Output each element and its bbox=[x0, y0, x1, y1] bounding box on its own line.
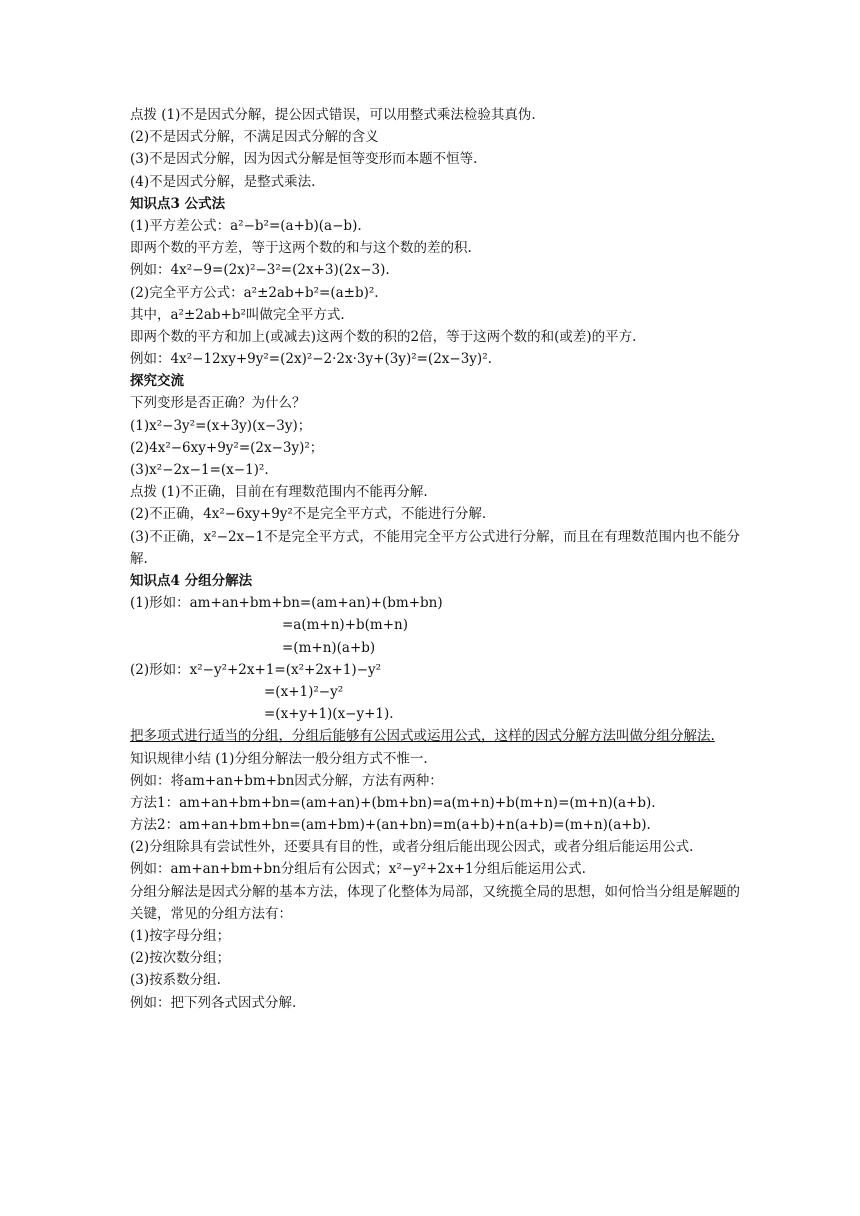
final-example: 例如：把下列各式因式分解. bbox=[130, 994, 297, 1011]
explore-hint-3: (3)不正确，x²−2x−1不是完全平方式，不能用完全平方公式进行分解，而且在有理数范围内也不能分解. bbox=[130, 528, 740, 567]
explore-hint-2: (2)不正确，4x²−6xy+9y²不是完全平方式，不能进行分解. bbox=[130, 506, 487, 523]
difference-of-squares: (1)平方差公式：a²−b²=(a+b)(a−b). bbox=[130, 217, 362, 234]
hint-2: (2)不是因式分解，不满足因式分解的含义 bbox=[130, 129, 379, 146]
method-2: 方法2：am+an+bm+bn=(am+bm)+(an+bn)=m(a+b)+n(a+b)=(m+n)(a+b). bbox=[130, 817, 651, 834]
section-heading-4: 知识点4 分组分解法 bbox=[130, 572, 253, 589]
method-by-coefficient: (3)按系数分组. bbox=[130, 972, 221, 989]
example-1: 例如：4x²−9=(2x)²−3²=(2x+3)(2x−3). bbox=[130, 262, 390, 279]
grouping-form-2-step-3: =(x+y+1)(x−y+1). bbox=[264, 706, 394, 723]
perfect-square-note: 其中，a²±2ab+b²叫做完全平方式. bbox=[130, 306, 345, 323]
grouping-definition: 把多项式进行适当的分组，分组后能够有公因式或运用公式，这样的因式分解方法叫做分组分解法. bbox=[130, 728, 715, 745]
summary-example-2: 例如：am+an+bm+bn分组后有公因式；x²−y²+2x+1分组后能运用公式. bbox=[130, 861, 586, 878]
hint-3: (3)不是因式分解，因为因式分解是恒等变形而本题不恒等. bbox=[130, 151, 478, 168]
section-heading-3: 知识点3 公式法 bbox=[130, 195, 226, 212]
grouping-form-2-step-2: =(x+1)²−y² bbox=[264, 683, 344, 700]
explore-item-1: (1)x²−3y²=(x+3y)(x−3y)； bbox=[130, 417, 312, 434]
explore-item-3: (3)x²−2x−1=(x−1)². bbox=[130, 462, 269, 479]
difference-of-squares-desc: 即两个数的平方差，等于这两个数的和与这个数的差的积. bbox=[130, 240, 472, 257]
grouping-paragraph: 分组分解法是因式分解的基本方法，体现了化整体为局部，又统揽全局的思想，如何恰当分组是解题的关键，常见的分组方法有： bbox=[130, 883, 740, 922]
hint-4: (4)不是因式分解，是整式乘法. bbox=[130, 173, 316, 190]
grouping-form-1-step-2: =a(m+n)+b(m+n) bbox=[282, 617, 408, 634]
document-page bbox=[130, 104, 740, 1014]
explore-item-2: (2)4x²−6xy+9y²=(2x−3y)²； bbox=[130, 439, 324, 456]
summary-example: 例如：将am+an+bm+bn因式分解，方法有两种： bbox=[130, 772, 443, 789]
summary-2: (2)分组除具有尝试性外，还要具有目的性，或者分组后能出现公因式，或者分组后能运用公式. bbox=[130, 839, 694, 856]
example-2: 例如：4x²−12xy+9y²=(2x)²−2·2x·3y+(3y)²=(2x−3y)². bbox=[130, 351, 492, 368]
method-by-degree: (2)按次数分组； bbox=[130, 950, 231, 967]
summary-1: 知识规律小结 (1)分组分解法一般分组方式不惟一. bbox=[130, 750, 428, 767]
grouping-form-1-step-3: =(m+n)(a+b) bbox=[282, 639, 376, 656]
explore-heading: 探究交流 bbox=[130, 373, 184, 390]
explore-hint-1: 点拨 (1)不正确，目前在有理数范围内不能再分解. bbox=[130, 484, 428, 501]
perfect-square-desc: 即两个数的平方和加上(或减去)这两个数的积的2倍，等于这两个数的和(或差)的平方. bbox=[130, 328, 637, 345]
method-1: 方法1：am+an+bm+bn=(am+an)+(bm+bn)=a(m+n)+b(m+n)=(m+n)(a+b). bbox=[130, 794, 656, 811]
grouping-form-2: (2)形如：x²−y²+2x+1=(x²+2x+1)−y² bbox=[130, 661, 382, 678]
grouping-form-1: (1)形如：am+an+bm+bn=(am+an)+(bm+bn) bbox=[130, 595, 443, 612]
method-by-letter: (1)按字母分组； bbox=[130, 928, 231, 945]
explore-question: 下列变形是否正确？为什么？ bbox=[130, 395, 306, 412]
hint-1: 点拨 (1)不是因式分解，提公因式错误，可以用整式乘法检验其真伪. bbox=[130, 107, 536, 123]
perfect-square-formula: (2)完全平方公式：a²±2ab+b²=(a±b)². bbox=[130, 284, 379, 301]
